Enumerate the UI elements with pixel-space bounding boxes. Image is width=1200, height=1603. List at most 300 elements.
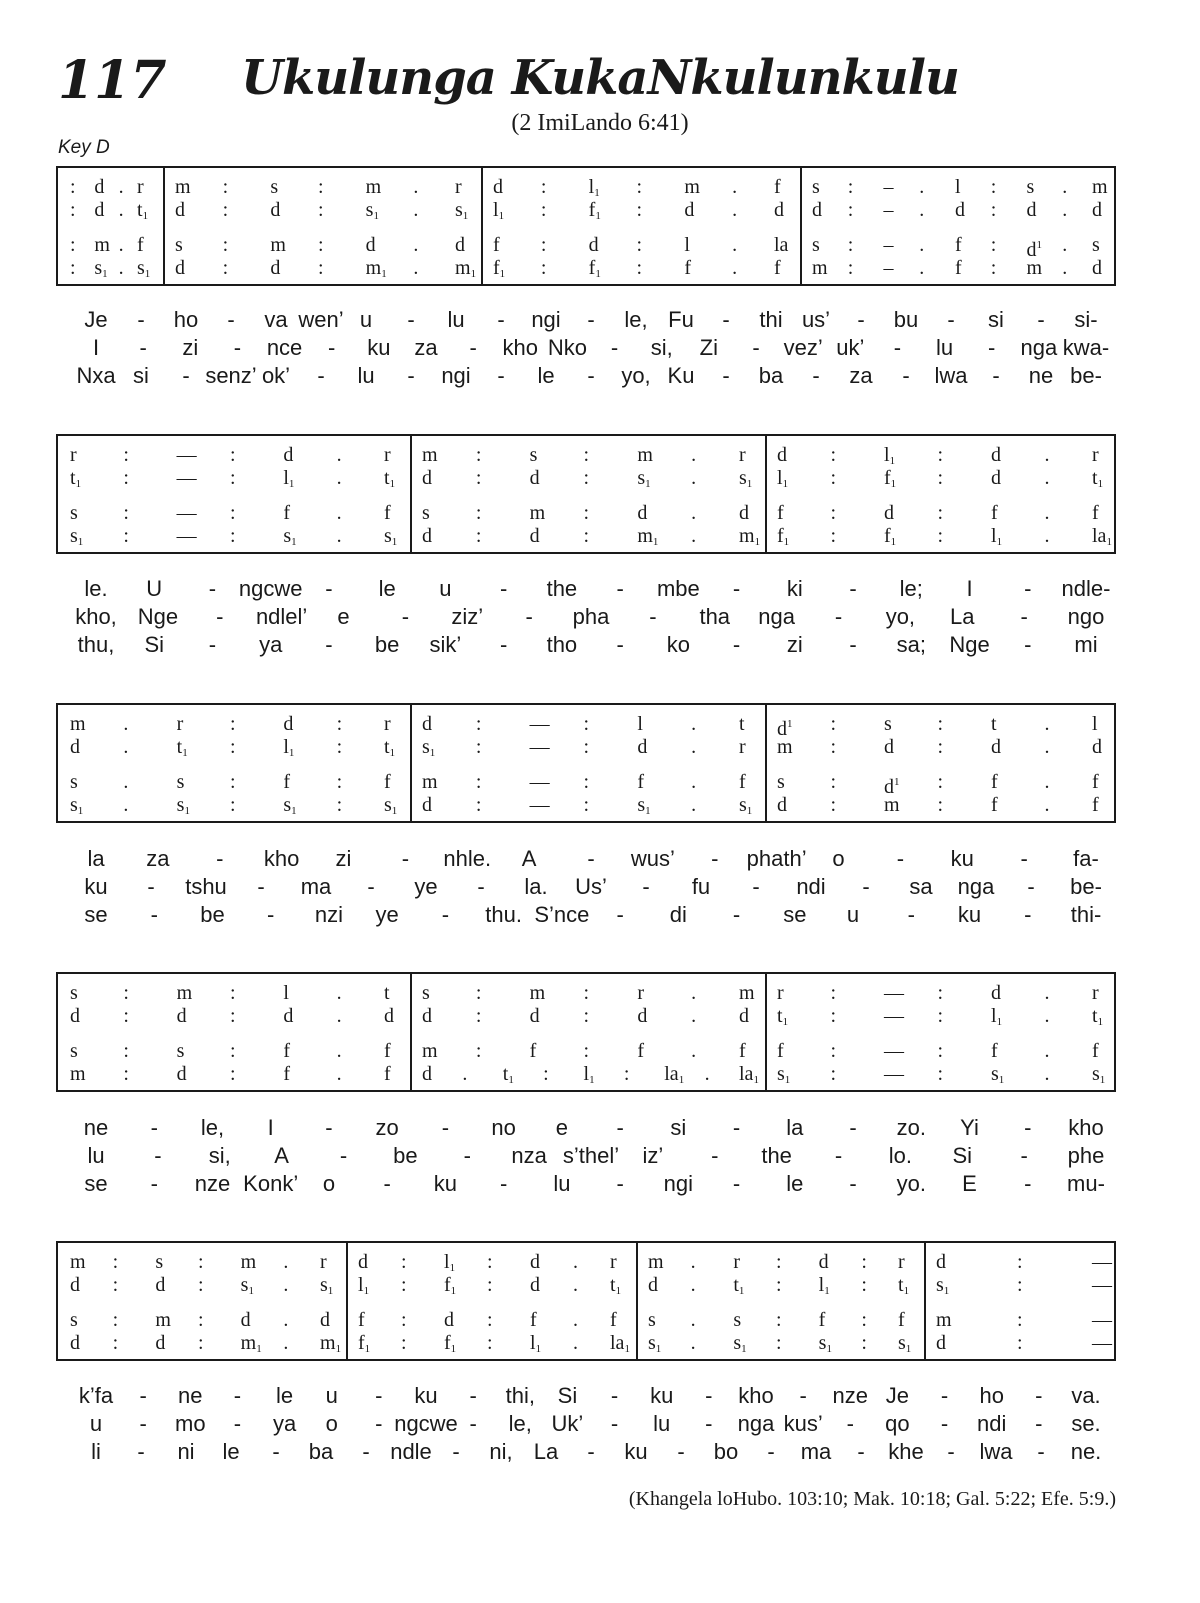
lyric-syllable: ngi: [531, 307, 561, 332]
solfa-note: $s_1$: [648, 1332, 662, 1355]
solfa-separator: .: [1062, 257, 1068, 279]
solfa-note: $l_1$: [588, 176, 600, 199]
lyric-syllable: uk’: [836, 335, 865, 360]
solfa-note: f: [1092, 771, 1099, 793]
lyric-syllable: -: [272, 1439, 280, 1464]
solfa-note: d: [884, 502, 894, 524]
lyric-syllable: ku: [433, 1171, 458, 1196]
solfa-note: m: [936, 1309, 952, 1331]
solfa-note: f: [1092, 1040, 1099, 1062]
lyric-syllable: nga: [737, 1411, 775, 1436]
lyric-syllable: zi: [335, 846, 352, 871]
solfa-note: $t_1$: [733, 1274, 745, 1297]
lyric-syllable: -: [705, 1383, 713, 1408]
solfa-note: $s_1$: [422, 736, 436, 759]
lyric-syllable: -: [992, 363, 1000, 388]
lyric-syllable: ni,: [489, 1439, 513, 1464]
solfa-separator: :: [475, 467, 482, 489]
solfa-note: m: [529, 502, 546, 524]
solfa-note: $s_1$: [739, 794, 753, 817]
solfa-note: —: [176, 502, 197, 524]
lyric-syllable: kho: [1068, 1115, 1104, 1140]
solfa-separator: .: [691, 444, 697, 466]
lyric-syllable: -: [267, 902, 275, 927]
solfa-separator: :: [861, 1251, 867, 1273]
solfa-note: m: [529, 982, 546, 1004]
lyric-syllable: le.: [84, 576, 108, 601]
lyric-syllable: ku: [957, 902, 982, 927]
lyric-syllable: ba: [308, 1439, 334, 1464]
solfa-separator: :: [583, 794, 590, 816]
solfa-note: —: [176, 444, 197, 466]
solfa-separator: :: [583, 982, 590, 1004]
lyric-syllable: ku: [950, 846, 974, 871]
lyric-syllable: -: [383, 1171, 391, 1196]
solfa-note: r: [384, 444, 391, 466]
lyric-syllable: kho: [263, 846, 300, 871]
solfa-note: f: [991, 502, 998, 524]
lyric-syllable: ni: [177, 1439, 195, 1464]
solfa-note: d: [936, 1332, 946, 1354]
lyric-syllable: le;: [899, 576, 923, 601]
solfa-note: d: [70, 736, 80, 758]
lyric-syllable: bo: [713, 1439, 739, 1464]
lyric-syllable: mo: [175, 1411, 206, 1436]
solfa-note: –: [883, 199, 894, 221]
solfa-note: m: [1092, 176, 1108, 198]
lyric-syllable: -: [722, 307, 730, 332]
lyric-syllable: ya: [259, 632, 283, 657]
lyric-syllable: -: [1024, 576, 1032, 601]
lyric-syllable: le: [537, 363, 555, 388]
solfa-note: d: [444, 1309, 454, 1331]
lyric-syllable: -: [616, 576, 624, 601]
lyric-syllable: -: [477, 874, 485, 899]
solfa-note: —: [1092, 1251, 1112, 1273]
solfa-separator: :: [70, 257, 76, 279]
solfa-note: f: [384, 771, 391, 793]
solfa-note: t: [991, 713, 997, 735]
solfa-note: s: [1092, 234, 1100, 256]
solfa-note: f: [955, 234, 962, 256]
lyric-syllable: mi: [1074, 632, 1098, 657]
solfa-note: r: [637, 982, 644, 1004]
solfa-note: f: [777, 502, 784, 524]
solfa-note: d: [358, 1251, 368, 1273]
lyric-syllable: si,: [650, 335, 673, 360]
lyric-syllable: -: [1024, 1171, 1032, 1196]
solfa-note: $l_1$: [991, 525, 1003, 548]
solfa-separator: :: [776, 1251, 782, 1273]
lyric-syllable: tshu: [185, 874, 227, 899]
lyric-syllable: -: [137, 1439, 145, 1464]
solfa-note: r: [898, 1251, 905, 1273]
lyric-syllable: -: [587, 1439, 595, 1464]
lyric-syllable: kho: [502, 335, 539, 360]
solfa-row: [58, 1274, 1114, 1296]
solfa-note: $t_1$: [1092, 1005, 1104, 1028]
solfa-separator: :: [540, 234, 547, 256]
solfa-separator: :: [230, 525, 236, 547]
solfa-note: $t_1$: [384, 736, 396, 759]
solfa-separator: .: [413, 199, 419, 221]
lyric-syllable: wen’: [298, 307, 344, 332]
lyric-syllable: -: [362, 1439, 370, 1464]
solfa-note: f: [1092, 794, 1099, 816]
solfa-note: —: [1092, 1309, 1112, 1331]
lyric-syllable: u: [325, 1383, 338, 1408]
solfa-separator: .: [691, 982, 697, 1004]
solfa-note: s: [175, 234, 183, 256]
solfa-note: $l_1$: [493, 199, 505, 222]
lyric-syllable: nze: [832, 1383, 869, 1408]
lyric-syllable: Nge: [949, 632, 990, 657]
solfa-note: r: [733, 1251, 740, 1273]
solfa-note: d: [422, 1005, 432, 1027]
solfa-note: $s_1$: [283, 525, 297, 548]
solfa-separator: :: [583, 467, 590, 489]
lyric-syllable: -: [499, 1171, 508, 1196]
lyric-syllable: -: [732, 632, 741, 657]
solfa-separator: :: [937, 794, 944, 816]
solfa-separator: :: [583, 771, 590, 793]
lyric-syllable: ngi: [663, 1171, 694, 1196]
lyric-syllable: zo.: [896, 1115, 926, 1140]
solfa-separator: :: [123, 525, 129, 547]
solfa-note: r: [320, 1251, 327, 1273]
lyric-syllable: ko: [666, 632, 690, 657]
lyric-syllable: zi: [786, 632, 803, 657]
solfa-separator: :: [990, 199, 997, 221]
solfa-note: s: [422, 502, 430, 524]
solfa-note: f: [774, 257, 781, 279]
lyric-syllable: thu.: [485, 902, 522, 927]
solfa-note: s: [1026, 176, 1035, 198]
lyric-syllable: kwa-: [1062, 335, 1110, 360]
lyric-syllable: ok’: [261, 363, 291, 388]
solfa-separator: .: [336, 1005, 342, 1027]
lyric-syllable: le: [222, 1439, 240, 1464]
solfa-separator: .: [1062, 199, 1068, 221]
solfa-separator: .: [118, 176, 124, 198]
solfa-note: $s_1$: [777, 1063, 791, 1086]
solfa-note: $m_1$: [637, 525, 659, 548]
solfa-note: d: [684, 199, 695, 221]
solfa-note: d: [530, 1251, 540, 1273]
solfa-separator: :: [475, 713, 482, 735]
lyric-syllable: -: [616, 902, 624, 927]
lyric-syllable: U: [146, 576, 163, 601]
lyric-syllable: -: [1037, 307, 1045, 332]
solfa-note: d: [422, 794, 432, 816]
solfa-note: $t_1$: [384, 467, 396, 490]
solfa-row: [58, 713, 1114, 740]
solfa-note: d: [175, 257, 185, 279]
lyric-syllable: -: [216, 604, 224, 629]
lyric-syllable: -: [375, 1383, 383, 1408]
solfa-separator: .: [1044, 713, 1050, 735]
solfa-note: $f_1$: [884, 467, 897, 490]
lyric-syllable: be: [393, 1143, 418, 1168]
solfa-note: $m_1$: [365, 257, 387, 280]
lyric-syllable: ndlel’: [255, 604, 308, 629]
lyric-syllable: -: [849, 576, 857, 601]
solfa-note: m: [884, 794, 900, 816]
solfa-note: t: [739, 713, 745, 735]
solfa-note: s: [155, 1251, 164, 1273]
solfa-separator: :: [583, 525, 590, 547]
lyrics-verse-line: [56, 334, 1116, 362]
lyric-syllable: no: [491, 1115, 516, 1140]
lyric-syllable: -: [407, 307, 415, 332]
solfa-note: $f_1$: [444, 1274, 457, 1297]
solfa-separator: .: [691, 467, 697, 489]
solfa-note: f: [991, 771, 998, 793]
lyric-syllable: -: [732, 1115, 741, 1140]
lyric-syllable: -: [732, 902, 741, 927]
solfa-separator: :: [636, 199, 643, 221]
lyric-syllable: o: [322, 1171, 336, 1196]
solfa-note: f: [774, 176, 781, 198]
lyric-syllable: li: [91, 1439, 101, 1464]
solfa-note: f: [384, 1040, 391, 1062]
lyric-syllable: sa;: [896, 632, 926, 657]
solfa-note: s: [812, 234, 820, 256]
lyric-syllable: -: [233, 1411, 242, 1436]
solfa-note: $s_1$: [94, 257, 108, 280]
solfa-note: $d^1$: [777, 718, 793, 740]
lyric-syllable: u: [89, 1411, 103, 1436]
lyric-syllable: -: [1024, 902, 1032, 927]
solfa-note: s: [648, 1309, 656, 1331]
solfa-note: —: [176, 467, 197, 489]
solfa-note: $m_1$: [240, 1332, 262, 1355]
lyric-syllable: -: [367, 874, 375, 899]
lyric-syllable: Nko: [547, 335, 587, 360]
lyric-syllable: la: [786, 1115, 804, 1140]
solfa-separator: :: [847, 257, 854, 279]
solfa-separator: :: [990, 257, 997, 279]
lyric-syllable: -: [1020, 1143, 1028, 1168]
lyric-syllable: si-: [1074, 307, 1098, 332]
lyric-syllable: -: [988, 335, 996, 360]
solfa-note: f: [777, 1040, 784, 1062]
solfa-separator: .: [283, 1332, 289, 1354]
solfa-separator: .: [573, 1332, 578, 1354]
solfa-row: [58, 467, 1114, 489]
solfa-separator: :: [222, 176, 229, 198]
lyric-syllable: nza: [511, 1143, 547, 1168]
solfa-separator: .: [123, 771, 129, 793]
solfa-row: [58, 444, 1114, 466]
lyric-syllable: be: [200, 902, 225, 927]
solfa-note: $l_1$: [358, 1274, 370, 1297]
solfa-note: f: [610, 1309, 617, 1331]
lyric-syllable: I: [966, 576, 973, 601]
solfa-note: d: [991, 467, 1001, 489]
lyric-syllable: lwa: [979, 1439, 1013, 1464]
solfa-note: s: [176, 1040, 185, 1062]
lyric-syllable: us’: [801, 307, 831, 332]
solfa-note: r: [384, 713, 391, 735]
lyric-syllable: bu: [893, 307, 919, 332]
lyric-syllable: -: [722, 363, 730, 388]
lyric-syllable: -: [1027, 874, 1035, 899]
solfa-separator: :: [70, 199, 76, 221]
solfa-separator: :: [336, 794, 343, 816]
lyric-syllable: k’fa: [78, 1383, 114, 1408]
solfa-note: d: [991, 444, 1001, 466]
solfa-note: d: [384, 1005, 394, 1027]
solfa-note: d: [270, 199, 281, 221]
solfa-note: f: [739, 1040, 746, 1062]
lyric-syllable: -: [834, 604, 843, 629]
lyrics-verse-line: [56, 575, 1116, 603]
lyric-syllable: Uk’: [551, 1411, 584, 1436]
lyric-syllable: -: [469, 335, 477, 360]
solfa-note: $s_1$: [320, 1274, 334, 1297]
solfa-note: r: [1092, 982, 1099, 1004]
solfa-separator: :: [401, 1309, 407, 1331]
lyric-syllable: iz’: [642, 1143, 664, 1168]
lyric-syllable: -: [325, 1115, 333, 1140]
lyric-syllable: -: [139, 1383, 147, 1408]
solfa-note: f: [283, 771, 290, 793]
solfa-row: [58, 1063, 1114, 1085]
lyric-syllable: Ku: [667, 363, 695, 388]
solfa-note: d: [955, 199, 965, 221]
solfa-separator: .: [1044, 794, 1050, 816]
solfa-note: —: [884, 1040, 904, 1062]
solfa-separator: :: [230, 982, 236, 1004]
solfa-separator: :: [830, 1040, 837, 1062]
lyric-syllable: ne: [83, 1115, 109, 1140]
lyric-syllable: Fu: [668, 307, 694, 332]
lyric-syllable: ma: [800, 1439, 832, 1464]
solfa-separator: :: [636, 234, 643, 256]
lyric-syllable: e: [337, 604, 350, 629]
lyric-syllable: -: [677, 1439, 685, 1464]
lyric-syllable: nga: [1020, 335, 1058, 360]
solfa-note: d: [176, 1005, 187, 1027]
lyric-syllable: -: [182, 363, 190, 388]
solfa-note: d: [422, 525, 432, 547]
solfa-row: [58, 199, 1114, 221]
solfa-separator: :: [776, 1309, 782, 1331]
lyric-syllable: lo.: [888, 1143, 912, 1168]
lyrics-verse-line: [56, 901, 1116, 929]
solfa-separator: .: [704, 1063, 710, 1085]
solfa-row: [58, 771, 1114, 798]
solfa-separator: .: [1044, 771, 1050, 793]
solfa-separator: :: [990, 176, 997, 198]
solfa-note: m: [365, 176, 382, 198]
lyric-syllable: la: [87, 846, 105, 871]
solfa-separator: .: [690, 1332, 696, 1354]
solfa-separator: .: [1062, 176, 1068, 198]
solfa-separator: :: [583, 1005, 590, 1027]
lyric-syllable: mbe: [656, 576, 700, 601]
solfa-note: f: [991, 794, 998, 816]
solfa-note: $f_1$: [588, 199, 601, 222]
solfa-note: $l_1$: [884, 444, 896, 467]
solfa-separator: :: [623, 1063, 630, 1085]
lyric-syllable: -: [139, 335, 147, 360]
solfa-separator: :: [230, 502, 236, 524]
lyric-syllable: -: [1020, 846, 1028, 871]
solfa-note: s: [529, 444, 538, 466]
solfa-note: d: [739, 502, 749, 524]
lyric-syllable: -: [587, 846, 595, 871]
solfa-note: $s_1$: [384, 525, 398, 548]
lyric-syllable: -: [1035, 1411, 1043, 1436]
solfa-note: r: [610, 1251, 617, 1273]
solfa-separator: :: [776, 1332, 782, 1354]
solfa-note: r: [70, 444, 77, 466]
lyric-syllable: va: [264, 307, 288, 332]
lyric-syllable: Us’: [575, 874, 607, 899]
tonic-solfa-system: [56, 703, 1116, 823]
solfa-separator: :: [123, 1005, 129, 1027]
lyric-syllable: za: [849, 363, 873, 388]
solfa-note: $t_1$: [610, 1274, 622, 1297]
lyric-syllable: zo: [375, 1115, 399, 1140]
solfa-separator: :: [230, 444, 236, 466]
lyric-syllable: -: [857, 307, 865, 332]
solfa-note: $s_1$: [898, 1332, 912, 1355]
lyric-syllable: -: [767, 1439, 775, 1464]
solfa-note: $s_1$: [739, 467, 753, 490]
lyric-syllable: nze: [194, 1171, 231, 1196]
solfa-note: l: [955, 176, 961, 198]
solfa-separator: :: [222, 257, 229, 279]
lyric-syllable: -: [940, 1411, 949, 1436]
lyric-syllable: yo,: [885, 604, 916, 629]
solfa-separator: .: [1044, 525, 1050, 547]
lyric-syllable: -: [497, 363, 505, 388]
lyric-syllable: A: [274, 1143, 289, 1168]
lyric-syllable: ye: [414, 874, 438, 899]
lyric-syllable: phath’: [746, 846, 807, 871]
lyric-syllable: -: [233, 1383, 242, 1408]
lyric-syllable: -: [834, 1143, 843, 1168]
solfa-row: [58, 525, 1114, 547]
lyric-syllable: -: [441, 902, 450, 927]
solfa-note: $d^1$: [884, 776, 900, 798]
solfa-separator: :: [123, 1063, 129, 1085]
solfa-note: s: [733, 1309, 742, 1331]
lyric-syllable: ne: [1028, 363, 1054, 388]
tonic-solfa-system: [56, 166, 1116, 286]
lyric-syllable: ho: [173, 307, 199, 332]
lyric-syllable: se: [84, 1171, 108, 1196]
lyric-syllable: wus’: [630, 846, 675, 871]
solfa-separator: :: [198, 1332, 204, 1354]
solfa-note: —: [1092, 1332, 1112, 1354]
lyric-syllable: si: [670, 1115, 687, 1140]
solfa-separator: :: [937, 444, 944, 466]
solfa-note: f: [991, 1040, 998, 1062]
lyric-syllable: e: [555, 1115, 568, 1140]
lyric-syllable: ne.: [1070, 1439, 1102, 1464]
solfa-note: m: [422, 771, 438, 793]
lyric-syllable: -: [896, 846, 905, 871]
solfa-separator: .: [336, 467, 342, 489]
solfa-separator: :: [937, 736, 944, 758]
solfa-separator: .: [691, 525, 697, 547]
solfa-note: d: [530, 1274, 540, 1296]
solfa-note: r: [137, 176, 144, 198]
